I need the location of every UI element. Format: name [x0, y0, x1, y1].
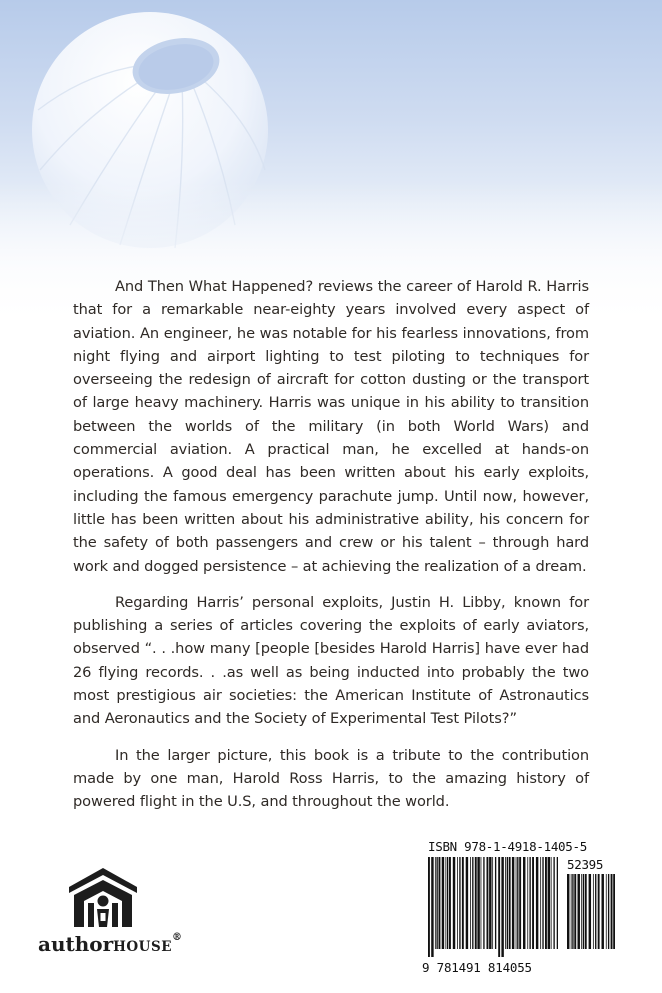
- barcode-bar: [501, 857, 503, 957]
- barcode-bar: [498, 857, 500, 957]
- barcode-bar: [593, 874, 594, 949]
- barcode-bar: [483, 857, 484, 949]
- barcode-bar: [589, 874, 591, 949]
- ean-digits: 9 781491 814055: [422, 960, 532, 975]
- barcode-bar: [449, 857, 451, 949]
- barcode-bar: [435, 857, 436, 949]
- barcode-bar: [598, 874, 600, 949]
- barcode-bar: [489, 857, 491, 949]
- barcode-bar: [578, 874, 580, 949]
- barcode-bar: [553, 857, 554, 949]
- barcode-bar: [428, 857, 430, 957]
- barcode-bar: [516, 857, 517, 949]
- publisher-name-author: author: [38, 932, 114, 956]
- barcode-bar: [492, 857, 493, 949]
- barcode-bar: [557, 857, 558, 949]
- barcode-bar: [551, 857, 552, 949]
- registered-trademark-mark: ®: [171, 932, 182, 943]
- barcode-bar: [475, 857, 477, 949]
- barcode-bar: [466, 857, 468, 949]
- barcode-bar: [613, 874, 615, 949]
- barcode-bar: [532, 857, 534, 949]
- publisher-name: [38, 932, 182, 956]
- barcode-bar: [459, 857, 460, 949]
- barcode-bar: [445, 857, 446, 949]
- barcode-bar: [487, 857, 489, 949]
- barcode-bar: [536, 857, 538, 949]
- isbn-label: ISBN 978-1-4918-1405-5: [428, 839, 587, 854]
- barcode-bar: [581, 874, 582, 949]
- authorhouse-logo-icon: [64, 865, 142, 933]
- barcode-bar: [542, 857, 543, 949]
- barcode-bar: [572, 874, 573, 949]
- barcode-bar: [540, 857, 541, 949]
- ean13-barcode-bars: [428, 857, 558, 957]
- publisher-name-house: HOUSE: [113, 939, 172, 955]
- barcode-bar: [527, 857, 528, 949]
- barcode-bar: [481, 857, 482, 949]
- description-paragraph: Regarding Harris’ personal exploits, Justin H. Libby, known for publishing a series of articles covering the exploits of early aviators, observed “. . .how many [people [besides Harold Harris] have ever had 26 flying records. . .as well as being inducted into probably the two most prestigious air societies: the American Institute of Astronautics and Aeronautics and the Society of Experimental Test Pilots?”: [73, 593, 589, 728]
- barcode-bar: [442, 857, 444, 949]
- description-paragraph: In the larger picture, this book is a tribute to the contribution made by one man, Harold Ross Harris, to the amazing history of powered flight in the U.S, and throughout the world.: [73, 746, 589, 811]
- back-cover-description: [73, 275, 589, 827]
- barcode-bar: [523, 857, 525, 949]
- barcode-bar: [505, 857, 506, 949]
- barcode-bar: [585, 874, 587, 949]
- publisher-logo: [38, 865, 188, 965]
- barcode-bar: [472, 857, 473, 949]
- barcode-bar: [447, 857, 448, 949]
- addon-barcode-bars: [567, 874, 615, 957]
- barcode-bar: [470, 857, 471, 949]
- description-paragraph: And Then What Happened? reviews the career of Harold R. Harris that for a remarkable near-eighty years involved every aspect of aviation. An engineer, he was notable for his fearless innovations, from night flying and airport lighting to test piloting to techniques for overseeing the redesign of aircraft for cotton dusting or the transport of large heavy machinery. Harris was unique in his ability to transition between the worlds of the military (in both World Wars) and commercial aviation. A practical man, he excelled at hands-on operations. A good deal has been written about his early exploits, including the famous emergency parachute jump. Until now, however, little has been written about his administrative ability, his concern for the safety of both passengers and crew or his talent – through hard work and dogged persistence – at achieving the realization of a dream.: [73, 278, 589, 575]
- barcode-bar: [595, 874, 596, 949]
- barcode-bar: [495, 857, 496, 949]
- barcode-bar: [436, 857, 437, 949]
- barcode-bar: [574, 874, 576, 949]
- barcode-bar: [507, 857, 508, 949]
- barcode-bar: [608, 874, 609, 949]
- isbn-barcode: [420, 834, 620, 984]
- barcode-bar: [571, 874, 572, 949]
- barcode-bar: [583, 874, 584, 949]
- barcode-bar: [517, 857, 518, 949]
- barcode-bar: [439, 857, 441, 949]
- barcode-bar: [519, 857, 521, 949]
- barcode-bar: [611, 874, 613, 949]
- barcode-bar: [602, 874, 604, 949]
- barcode-bar: [477, 857, 479, 949]
- barcode-bar: [512, 857, 514, 949]
- barcode-bar: [509, 857, 511, 949]
- barcode-bar: [462, 857, 464, 949]
- barcode-bar: [453, 857, 455, 949]
- barcode-bar: [431, 857, 433, 957]
- barcode-bar: [548, 857, 550, 949]
- barcode-bar: [457, 857, 458, 949]
- barcode-bar: [567, 874, 569, 949]
- barcode-bar: [545, 857, 547, 949]
- barcode-bar: [529, 857, 530, 949]
- barcode-bar: [606, 874, 607, 949]
- price-code: 52395: [567, 857, 604, 872]
